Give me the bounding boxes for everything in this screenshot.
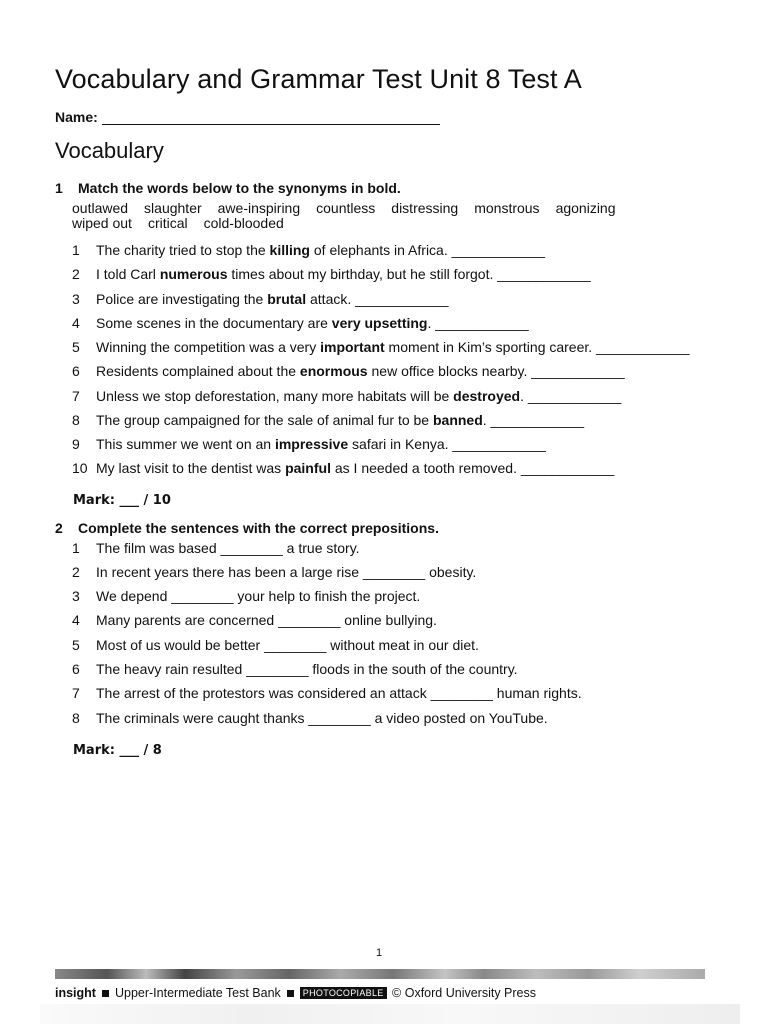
footer-publisher: © Oxford University Press <box>392 986 537 1000</box>
question-text: times about my birthday, but he still forgot. ____________ <box>227 266 591 282</box>
word-bank-line-2 <box>72 215 300 231</box>
question-bold-word: numerous <box>159 266 228 282</box>
question-text: My last visit to the dentist was <box>96 460 286 476</box>
question-number: 1 <box>72 242 80 258</box>
task2-question <box>72 588 420 604</box>
task2-question <box>72 710 548 726</box>
square-bullet-icon <box>102 990 109 997</box>
question-number: 10 <box>72 460 88 476</box>
name-field <box>55 109 440 125</box>
question-text: . ____________ <box>427 315 529 331</box>
task2-mark: Mark: ___ / 8 <box>73 743 162 758</box>
task1-question <box>72 363 625 379</box>
footer-faint-band <box>40 1004 740 1024</box>
name-label: Name: <box>55 109 98 125</box>
question-text: The group campaigned for the sale of animal fur to be <box>96 412 433 428</box>
question-text: In recent years there has been a large rise ________ obesity. <box>96 564 477 580</box>
footer-photo-strip <box>55 969 705 979</box>
question-text: moment in Kim’s sporting career. ____________ <box>384 339 690 355</box>
question-text: as I needed a tooth removed. ____________ <box>330 460 615 476</box>
question-bold-word: painful <box>285 460 331 476</box>
question-text: The film was based ________ a true story. <box>96 540 360 556</box>
question-number: 9 <box>72 436 80 452</box>
question-text: Many parents are concerned ________ online bullying. <box>96 612 437 628</box>
footer-book: Upper-Intermediate Test Bank <box>114 986 281 1000</box>
question-bold-word: impressive <box>274 436 349 452</box>
question-bold-word: enormous <box>299 363 368 379</box>
question-text: attack. ____________ <box>306 291 449 307</box>
task1-heading <box>55 180 401 196</box>
task1-question <box>72 436 546 452</box>
task2-question <box>72 540 360 556</box>
question-text: Residents complained about the <box>96 363 300 379</box>
word-bank-item: critical <box>147 215 188 231</box>
footer <box>55 986 536 1000</box>
question-number: 1 <box>72 540 80 556</box>
photocopiable-badge: PHOTOCOPIABLE <box>300 987 387 999</box>
task1-question <box>72 339 690 355</box>
question-text: This summer we went on an <box>96 436 275 452</box>
word-bank-item: distressing <box>391 200 459 216</box>
question-text: Most of us would be better ________ without meat in our diet. <box>96 637 479 653</box>
footer-brand: insight <box>55 986 96 1000</box>
question-text: . ____________ <box>520 388 622 404</box>
question-text: Some scenes in the documentary are <box>96 315 332 331</box>
task1-number: 1 <box>55 180 63 196</box>
section-title: Vocabulary <box>55 138 164 163</box>
question-text: I told Carl <box>96 266 160 282</box>
word-bank-item: agonizing <box>555 200 616 216</box>
question-text: The heavy rain resulted ________ floods in the south of the country. <box>96 661 518 677</box>
task2-question <box>72 637 479 653</box>
question-text: The criminals were caught thanks ________ a video posted on YouTube. <box>96 710 548 726</box>
question-number: 5 <box>72 339 80 355</box>
question-number: 6 <box>72 661 80 677</box>
question-text: Police are investigating the <box>96 291 268 307</box>
question-text: . ____________ <box>482 412 584 428</box>
task1-question <box>72 388 621 404</box>
task1-question <box>72 412 584 428</box>
task2-instruction: Complete the sentences with the correct prepositions. <box>78 520 439 536</box>
word-bank-item: awe-inspiring <box>217 200 301 216</box>
question-text: of elephants in Africa. ____________ <box>309 242 546 258</box>
question-number: 6 <box>72 363 80 379</box>
question-number: 2 <box>72 266 80 282</box>
question-bold-word: killing <box>269 242 310 258</box>
word-bank-item: countless <box>316 200 376 216</box>
question-text: safari in Kenya. ____________ <box>348 436 546 452</box>
word-bank-item: slaughter <box>144 200 202 216</box>
question-bold-word: banned <box>432 412 483 428</box>
task1-mark: Mark: ___ / 10 <box>73 493 171 508</box>
question-bold-word: very upsetting <box>331 315 428 331</box>
task2-number: 2 <box>55 520 63 536</box>
square-bullet-icon <box>287 990 294 997</box>
question-number: 3 <box>72 588 80 604</box>
task2-question <box>72 661 518 677</box>
task1-question <box>72 291 449 307</box>
question-number: 2 <box>72 564 80 580</box>
question-number: 5 <box>72 637 80 653</box>
question-text: Winning the competition was a very <box>96 339 321 355</box>
page-number: 1 <box>376 947 383 959</box>
task2-question <box>72 564 476 580</box>
question-text: new office blocks nearby. ____________ <box>367 363 625 379</box>
question-text: The charity tried to stop the <box>96 242 270 258</box>
word-bank-item: wiped out <box>72 215 132 231</box>
task1-question <box>72 266 591 282</box>
task1-question <box>72 242 545 258</box>
word-bank-line-1 <box>72 200 632 216</box>
word-bank-item: monstrous <box>474 200 540 216</box>
task1-instruction: Match the words below to the synonyms in bold. <box>78 180 401 196</box>
question-number: 3 <box>72 291 80 307</box>
page-title: Vocabulary and Grammar Test Unit 8 Test A <box>55 64 582 94</box>
question-number: 8 <box>72 710 80 726</box>
word-bank-item: outlawed <box>72 200 129 216</box>
question-bold-word: destroyed <box>453 388 521 404</box>
task2-question <box>72 612 437 628</box>
task1-question <box>72 460 614 476</box>
question-number: 7 <box>72 388 80 404</box>
word-bank-item: cold-blooded <box>203 215 284 231</box>
task2-question <box>72 685 582 701</box>
question-text: We depend ________ your help to finish the project. <box>96 588 421 604</box>
question-bold-word: brutal <box>267 291 307 307</box>
name-blank-line <box>102 109 440 125</box>
question-bold-word: important <box>320 339 385 355</box>
question-text: The arrest of the protestors was considered an attack ________ human rights. <box>96 685 582 701</box>
question-number: 4 <box>72 612 80 628</box>
question-number: 8 <box>72 412 80 428</box>
question-number: 4 <box>72 315 80 331</box>
question-text: Unless we stop deforestation, many more habitats will be <box>96 388 454 404</box>
task2-heading <box>55 520 439 536</box>
task1-question <box>72 315 529 331</box>
question-number: 7 <box>72 685 80 701</box>
